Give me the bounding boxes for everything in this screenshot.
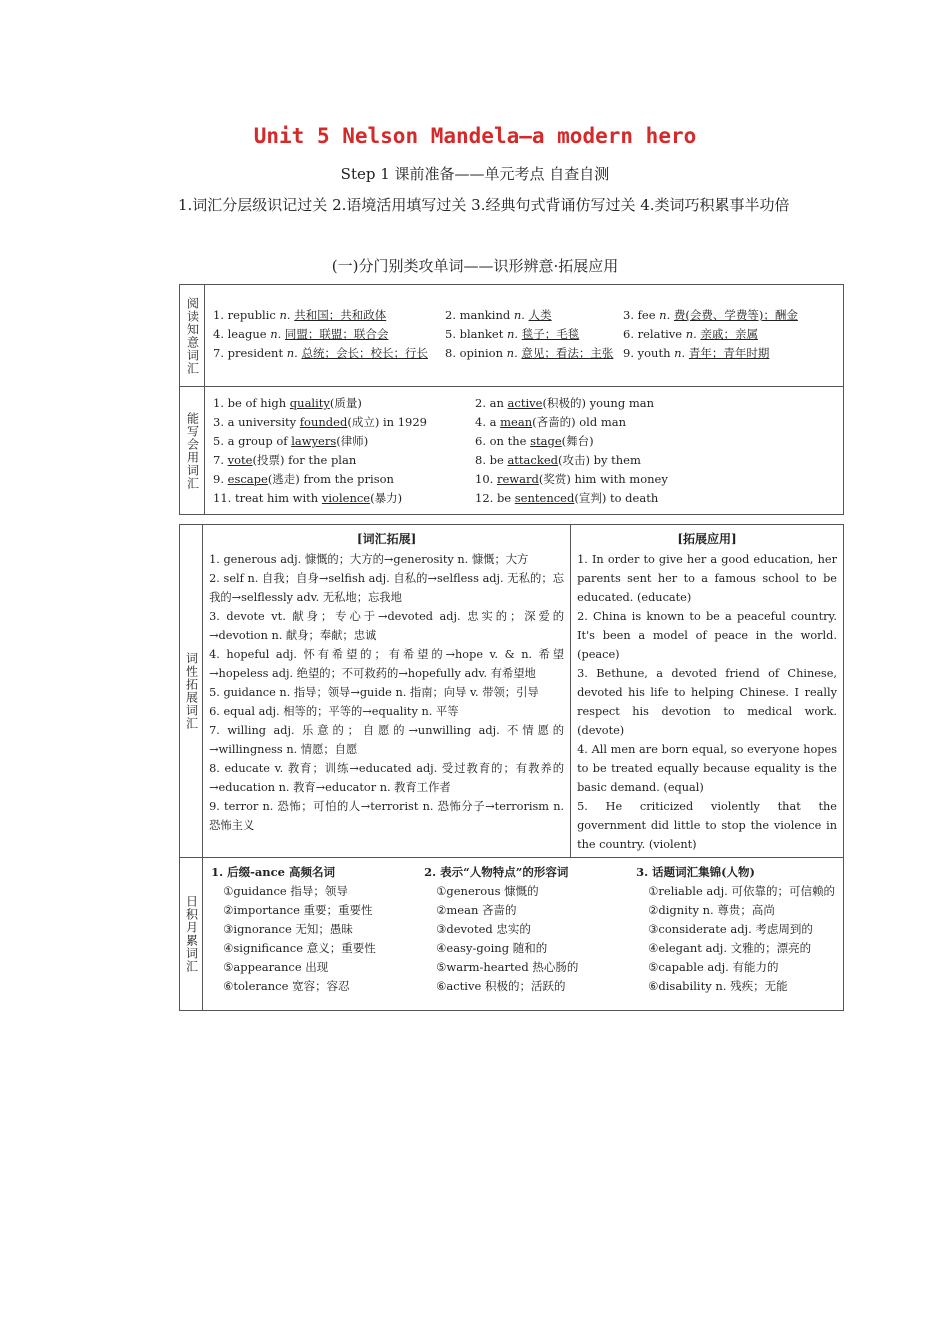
list-item: ⑥disability n. 残疾；无能	[648, 979, 788, 993]
writing-item: 7. vote(投票) for the plan	[213, 453, 357, 467]
list-item: ③ignorance 无知；愚昧	[223, 922, 353, 936]
extension-item: 3. devote vt. 献身；专心于→devoted adj. 忠实的；深爱的→devotion n. 献身；奉献；忠诚	[209, 610, 565, 642]
writing-item: 12. be sentenced(宣判) to death	[475, 491, 659, 505]
extension-item: 1. generous adj. 慷慨的；大方的→generosity n. 慷慨；大方	[209, 553, 529, 566]
writing-item: 5. a group of lawyers(律师)	[213, 434, 369, 448]
list-item: ④significance 意义；重要性	[223, 941, 376, 955]
list-item: ②importance 重要；重要性	[223, 903, 373, 917]
reading-row: 1. republic n. 共和国；共和政体 2. mankind n. 人类 3. fee n. 费(会费、学费等)；酬金	[213, 308, 798, 322]
writing-item: 11. treat him with violence(暴力)	[213, 491, 403, 505]
extension-item: 9. terror n. 恐怖；可怕的人→terrorist n. 恐怖分子→terrorism n. 恐怖主义	[209, 800, 565, 832]
list-item: ⑥active 积极的；活跃的	[436, 979, 566, 993]
application-header: [拓展应用]	[677, 532, 737, 546]
list-item: ⑤warm-hearted 热心肠的	[436, 960, 579, 974]
writing-item: 2. an active(积极的) young man	[475, 396, 654, 410]
list-item: ①generous 慷慨的	[436, 884, 539, 898]
section-label-daily: 日积月累词汇	[180, 858, 203, 1011]
extension-item: 2. self n. 自我；自身→selfish adj. 自私的→selfless adj. 无私的；忘我的→selflessly adv. 无私地；忘我地	[209, 572, 565, 604]
vocab-table-2	[179, 524, 844, 1011]
extension-item: 4. hopeful adj. 怀有希望的；有希望的→hope v. & n. 希望→hopeless adj. 绝望的；不可救药的→hopefully adv. 有希望地	[209, 648, 565, 680]
writing-item: 1. be of high quality(质量)	[213, 396, 362, 410]
application-item: 2. China is known to be a peaceful country. It's been a model of peace in the world. (peace)	[577, 610, 837, 661]
list-item: ⑤appearance 出现	[223, 960, 329, 974]
character-adjectives-list: 2. 表示“人物特点”的形容词 ①generous 慷慨的 ②mean 吝啬的 ③devoted 忠实的 ④easy-going 随和的 ⑤warm-hearted 热心肠的 ⑥active 积极的；活跃的	[424, 863, 636, 996]
intro-text: 1.词汇分层级识记过关 2.语境活用填写过关 3.经典句式背诵仿写过关 4.类词巧积累事半功倍	[178, 196, 790, 214]
list-item: ③considerate adj. 考虑周到的	[648, 922, 813, 936]
application-item: 1. In order to give her a good education, her parents sent her to a famous school to be educated. (educate)	[577, 553, 837, 604]
writing-item: 9. escape(逃走) from the prison	[213, 472, 394, 486]
section-label-extension: 词性拓展词汇	[180, 525, 203, 858]
extension-item: 8. educate v. 教育；训练→educated adj. 受过教育的；有教养的→education n. 教育→educator n. 教育工作者	[209, 762, 565, 794]
step-heading: Step 1 课前准备——单元考点 自查自测	[340, 165, 610, 183]
vocab-table-1	[179, 284, 844, 515]
writing-item: 10. reward(奖赏) him with money	[475, 472, 668, 486]
writing-item: 3. a university founded(成立) in 1929	[213, 415, 427, 429]
list-item: ③devoted 忠实的	[436, 922, 531, 936]
extension-item: 5. guidance n. 指导；领导→guide n. 指南；向导 v. 带领；引导	[209, 686, 539, 699]
application-item: 3. Bethune, a devoted friend of Chinese, devoted his life to helping Chinese. I really respect his devotion to medical work. (devote)	[577, 667, 837, 737]
reading-row: 4. league n. 同盟；联盟；联合会 5. blanket n. 毯子；毛毯 6. relative n. 亲戚；亲属	[213, 327, 758, 341]
list-item: ④elegant adj. 文雅的；漂亮的	[648, 941, 812, 955]
list-item: ①guidance 指导；领导	[223, 884, 348, 898]
extension-header: [词汇拓展]	[356, 532, 417, 546]
section-subheading: (一)分门别类攻单词——识形辨意·拓展应用	[331, 257, 619, 275]
extension-item: 7. willing adj. 乐意的；自愿的→unwilling adj. 不情愿的→willingness n. 情愿；自愿	[209, 724, 565, 756]
list-item: ④easy-going 随和的	[436, 941, 548, 955]
extension-item: 6. equal adj. 相等的；平等的→equality n. 平等	[209, 705, 459, 718]
suffix-ance-list: 1. 后缀-ance 高频名词 ①guidance 指导；领导 ②importance 重要；重要性 ③ignorance 无知；愚昧 ④significance 意义；重要性 ⑤appearance 出现 ⑥tolerance 宽容；容忍	[211, 863, 424, 996]
list-item: ②dignity n. 尊贵；高尚	[648, 903, 775, 917]
list-item: ⑥tolerance 宽容；容忍	[223, 979, 350, 993]
list-item: ①reliable adj. 可依靠的；可信赖的	[648, 884, 835, 898]
writing-item: 6. on the stage(舞台)	[475, 434, 594, 448]
list-item: ⑤capable adj. 有能力的	[648, 960, 779, 974]
section-label-writing: 能写会用词汇	[180, 387, 205, 515]
section-label-reading: 阅读知意词汇	[180, 285, 205, 387]
page-title: Unit 5 Nelson Mandela—a modern hero	[253, 124, 697, 148]
list-item: ②mean 吝啬的	[436, 903, 517, 917]
application-item: 5. He criticized violently that the government did little to stop the violence in the country. (violent)	[577, 800, 837, 851]
reading-row: 7. president n. 总统；会长；校长；行长 8. opinion n. 意见；看法；主张 9. youth n. 青年；青年时期	[213, 346, 770, 360]
writing-item: 8. be attacked(攻击) by them	[475, 453, 641, 467]
topic-vocabulary-list: 3. 话题词汇集锦(人物) ①reliable adj. 可依靠的；可信赖的 ②dignity n. 尊贵；高尚 ③considerate adj. 考虑周到的 ④elegant adj. 文雅的；漂亮的 ⑤capable adj. 有能力的 ⑥disability n. 残疾；无能	[636, 863, 835, 996]
writing-item: 4. a mean(吝啬的) old man	[475, 415, 627, 429]
application-item: 4. All men are born equal, so everyone hopes to be treated equally because equality is the basic demand. (equal)	[577, 743, 837, 794]
